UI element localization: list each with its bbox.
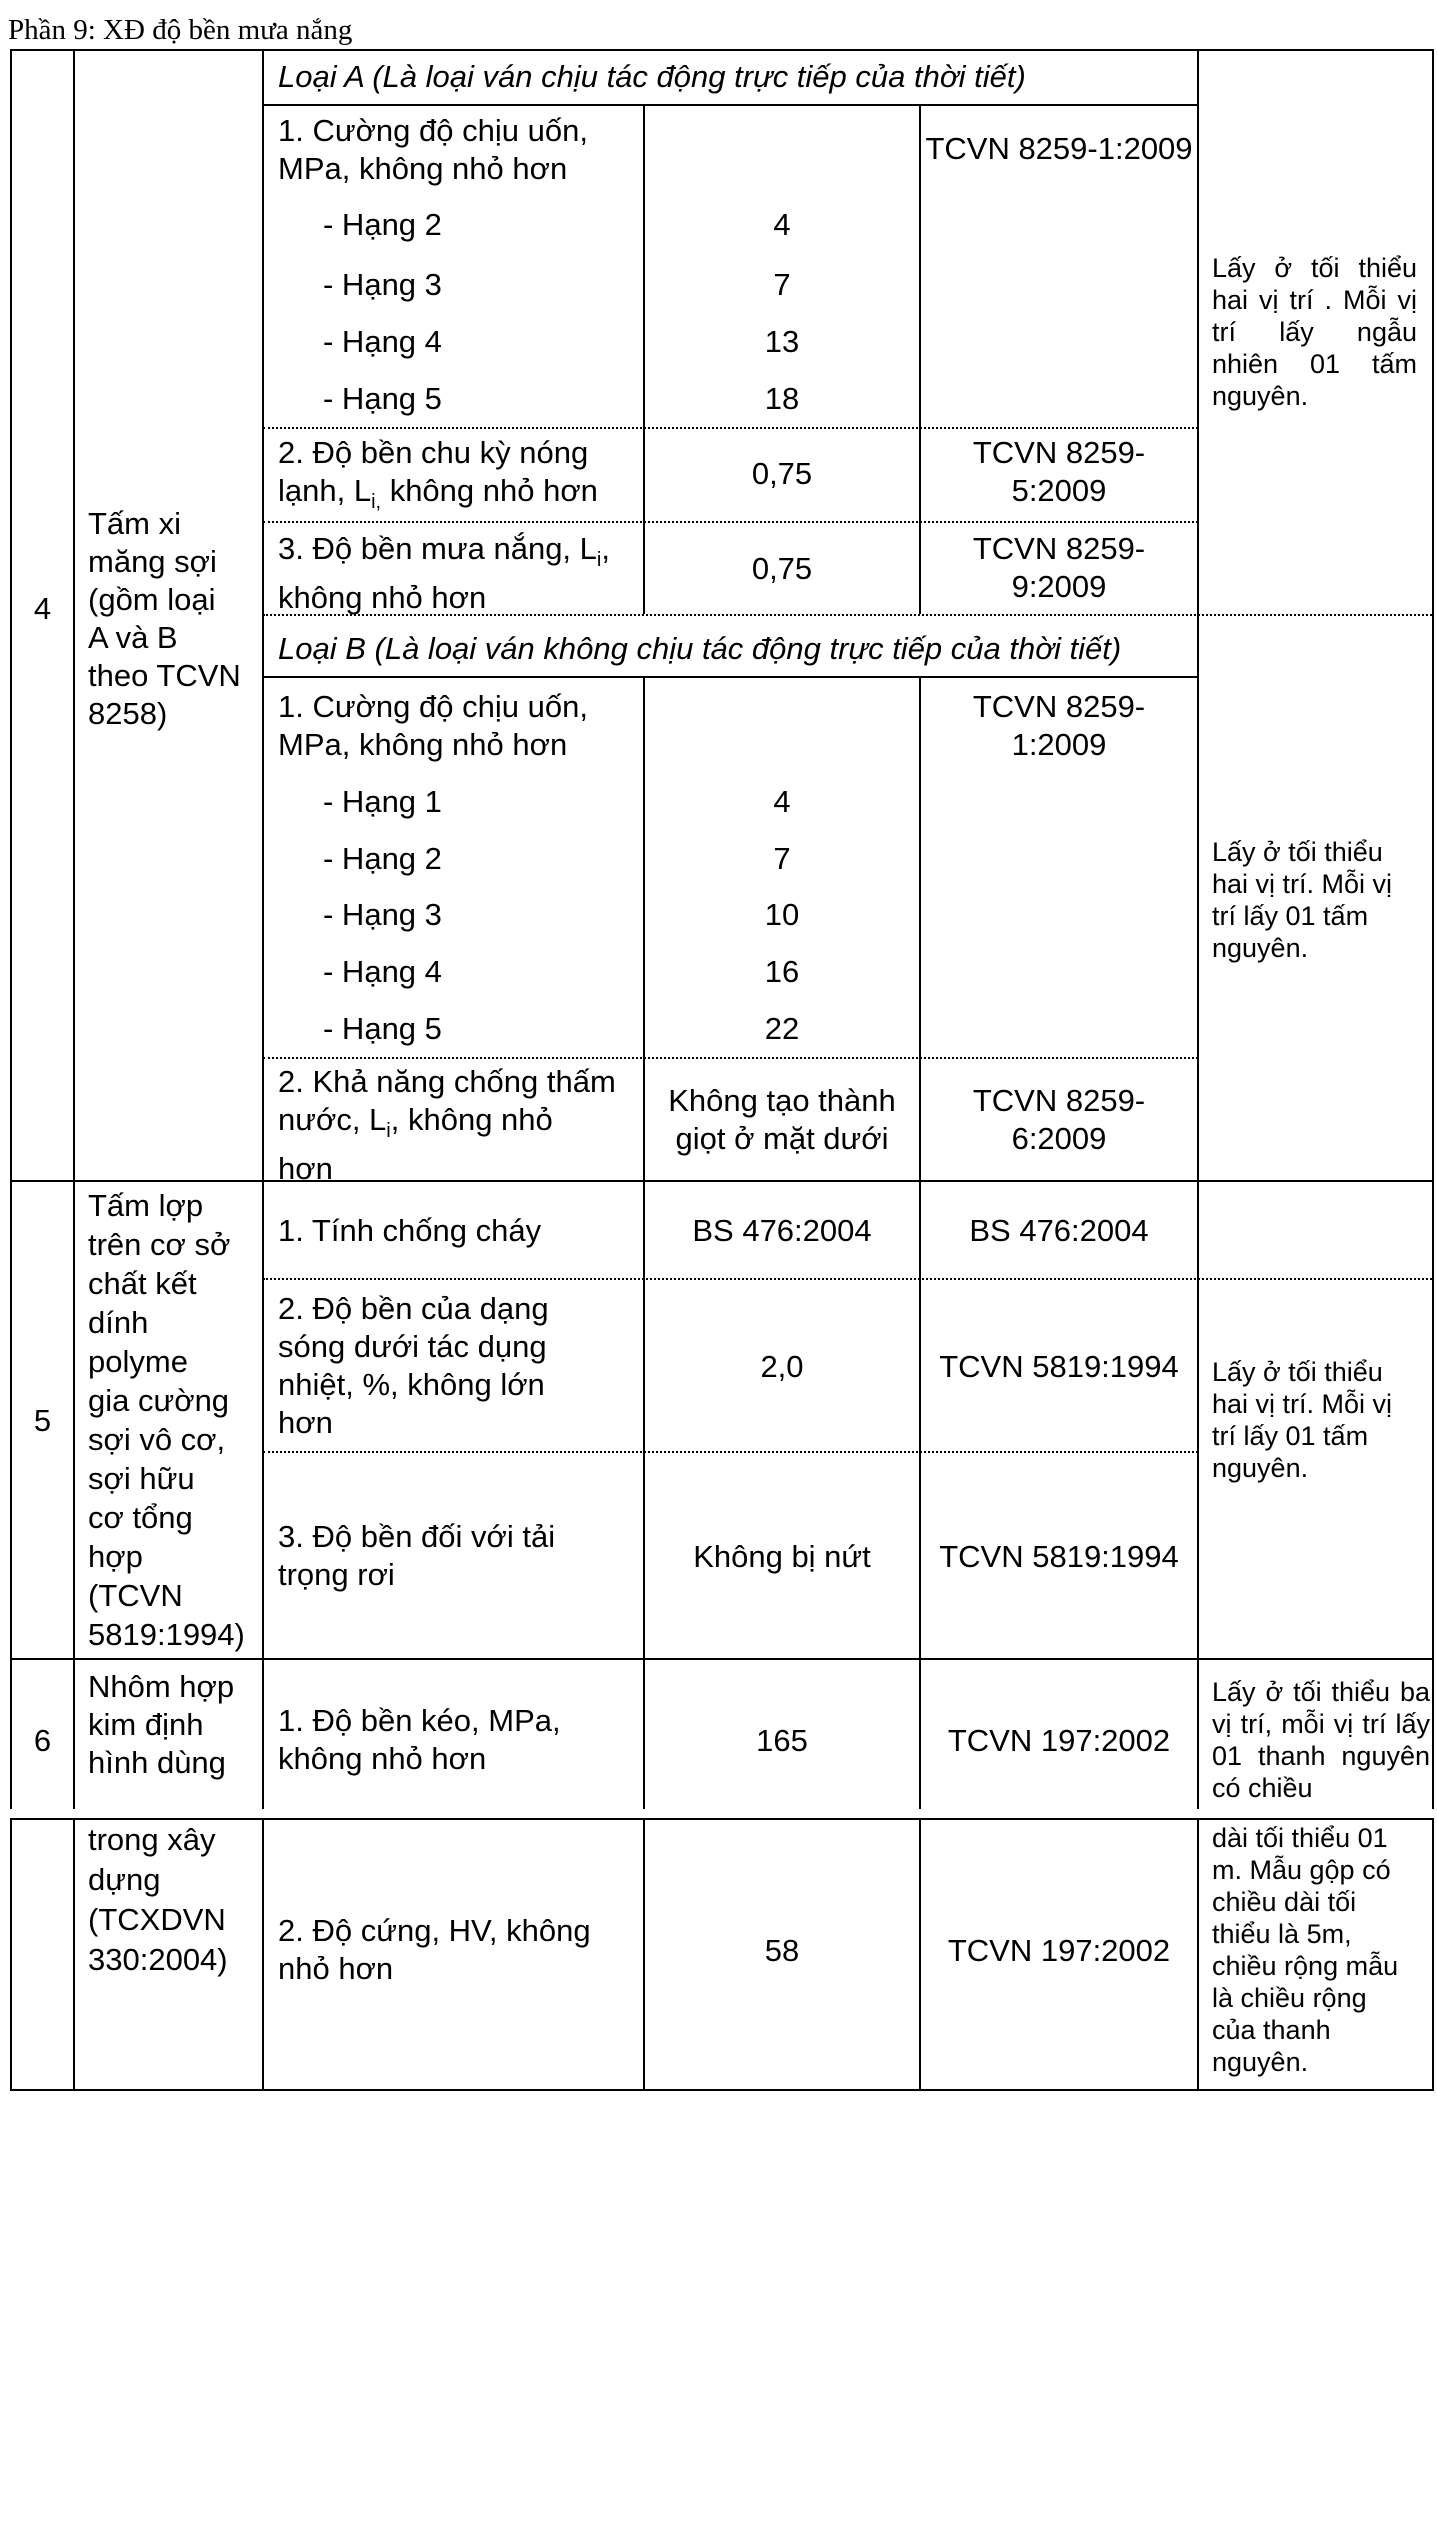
- criterion-value: 58: [764, 1933, 800, 1968]
- grade-label: - Hạng 4: [323, 954, 442, 989]
- criterion-name: 2. Độ cứng, HV, không nhỏ hơn: [278, 1913, 591, 1986]
- criterion-value: Không tạo thành giọt ở mặt dưới: [668, 1083, 896, 1156]
- grade-label: - Hạng 4: [323, 324, 442, 359]
- criterion-name: 2. Khả năng chống thấm nước, $L_i$, không nhỏ hơn: [278, 1064, 616, 1187]
- criterion-name: 1. Tính chống cháy: [278, 1213, 542, 1248]
- grade-value: 7: [773, 841, 791, 876]
- material-name: Tấm xi măng sợi (gồm loại A và B theo TCVN 8258): [88, 506, 241, 731]
- grade-label: - Hạng 3: [323, 897, 442, 932]
- row-number: 5: [33, 1403, 52, 1438]
- grade-label: - Hạng 5: [323, 381, 442, 416]
- material-name: Nhôm hợp kim định hình dùng: [88, 1669, 235, 1780]
- criterion-name: 1. Cường độ chịu uốn, MPa, không nhỏ hơn: [278, 113, 588, 186]
- group-b-heading: Loại B (Là loại ván không chịu tác động trực tiếp của thời tiết): [278, 631, 1122, 666]
- material-name: Tấm lợp trên cơ sở chất kết dính polyme gia cường sợi vô cơ, sợi hữu cơ tổng hợp (TCVN 5819:1994): [88, 1188, 245, 1652]
- sampling-note: Lấy ở tối thiểu hai vị trí . Mỗi vị trí lấy ngẫu nhiên 01 tấm nguyên.: [1212, 253, 1417, 411]
- sampling-note: Lấy ở tối thiểu hai vị trí. Mỗi vị trí lấy 01 tấm nguyên.: [1212, 1357, 1393, 1483]
- criterion-standard: TCVN 197:2002: [947, 1723, 1171, 1758]
- sampling-note: Lấy ở tối thiểu ba vị trí, mỗi vị trí lấy 01 thanh nguyên có chiều: [1212, 1677, 1430, 1803]
- criterion-standard: TCVN 197:2002: [947, 1933, 1171, 1968]
- grade-label: - Hạng 2: [323, 207, 442, 242]
- criterion-name: 1. Cường độ chịu uốn, MPa, không nhỏ hơn: [278, 689, 588, 762]
- criterion-standard: TCVN 5819:1994: [939, 1539, 1179, 1574]
- grade-value: 16: [764, 954, 800, 989]
- grade-value: 4: [773, 784, 791, 819]
- sampling-note-continued: dài tối thiểu 01 m. Mẫu gộp có chiều dài tối thiểu là 5m, chiều rộng mẫu là chiều rộng của thanh nguyên.: [1212, 1823, 1399, 2077]
- criterion-name: 3. Độ bền đối với tải trọng rơi: [278, 1519, 556, 1592]
- criterion-standard: TCVN 5819:1994: [939, 1349, 1179, 1384]
- criterion-name: 2. Độ bền của dạng sóng dưới tác dụng nhiệt, %, không lớn hơn: [278, 1291, 549, 1440]
- criterion-value: 0,75: [751, 551, 813, 586]
- grade-value: 7: [773, 267, 791, 302]
- criterion-standard: TCVN 8259- 1:2009: [972, 689, 1146, 762]
- grade-label: - Hạng 2: [323, 841, 442, 876]
- criterion-standard: TCVN 8259- 5:2009: [972, 435, 1146, 508]
- grade-label: - Hạng 1: [323, 784, 442, 819]
- criterion-name: 2. Độ bền chu kỳ nóng lạnh, $L_{i,}$ không nhỏ hơn: [278, 435, 598, 514]
- grade-value: 13: [764, 324, 800, 359]
- criterion-name: 3. Độ bền mưa nắng, $L_i$, không nhỏ hơn: [278, 531, 610, 616]
- grade-value: 18: [764, 381, 800, 416]
- row-number: 4: [33, 591, 52, 626]
- criterion-value: 0,75: [751, 456, 813, 491]
- criterion-value: 165: [756, 1723, 808, 1758]
- grade-value: 4: [773, 207, 791, 242]
- grade-value: 22: [764, 1011, 800, 1046]
- criterion-value: 2,0: [760, 1349, 804, 1384]
- criterion-standard: TCVN 8259- 9:2009: [972, 531, 1146, 604]
- criterion-name: 1. Độ bền kéo, MPa, không nhỏ hơn: [278, 1703, 561, 1776]
- criterion-standard: TCVN 8259- 6:2009: [972, 1083, 1146, 1156]
- page-title: Phần 9: XĐ độ bền mưa nắng: [8, 14, 353, 46]
- criterion-standard: TCVN 8259-1:2009: [925, 131, 1193, 166]
- grade-value: 10: [764, 897, 800, 932]
- row-number: 6: [33, 1723, 52, 1758]
- grade-label: - Hạng 5: [323, 1011, 442, 1046]
- criterion-standard: BS 476:2004: [969, 1213, 1149, 1248]
- criterion-value: Không bị nứt: [693, 1539, 871, 1574]
- criterion-value: BS 476:2004: [692, 1213, 872, 1248]
- group-a-heading: Loại A (Là loại ván chịu tác động trực tiếp của thời tiết): [278, 59, 1026, 94]
- material-name-continued: trong xây dựng (TCXDVN 330:2004): [88, 1822, 228, 1977]
- grade-label: - Hạng 3: [323, 267, 442, 302]
- sampling-note: Lấy ở tối thiểu hai vị trí. Mỗi vị trí lấy 01 tấm nguyên.: [1212, 837, 1393, 963]
